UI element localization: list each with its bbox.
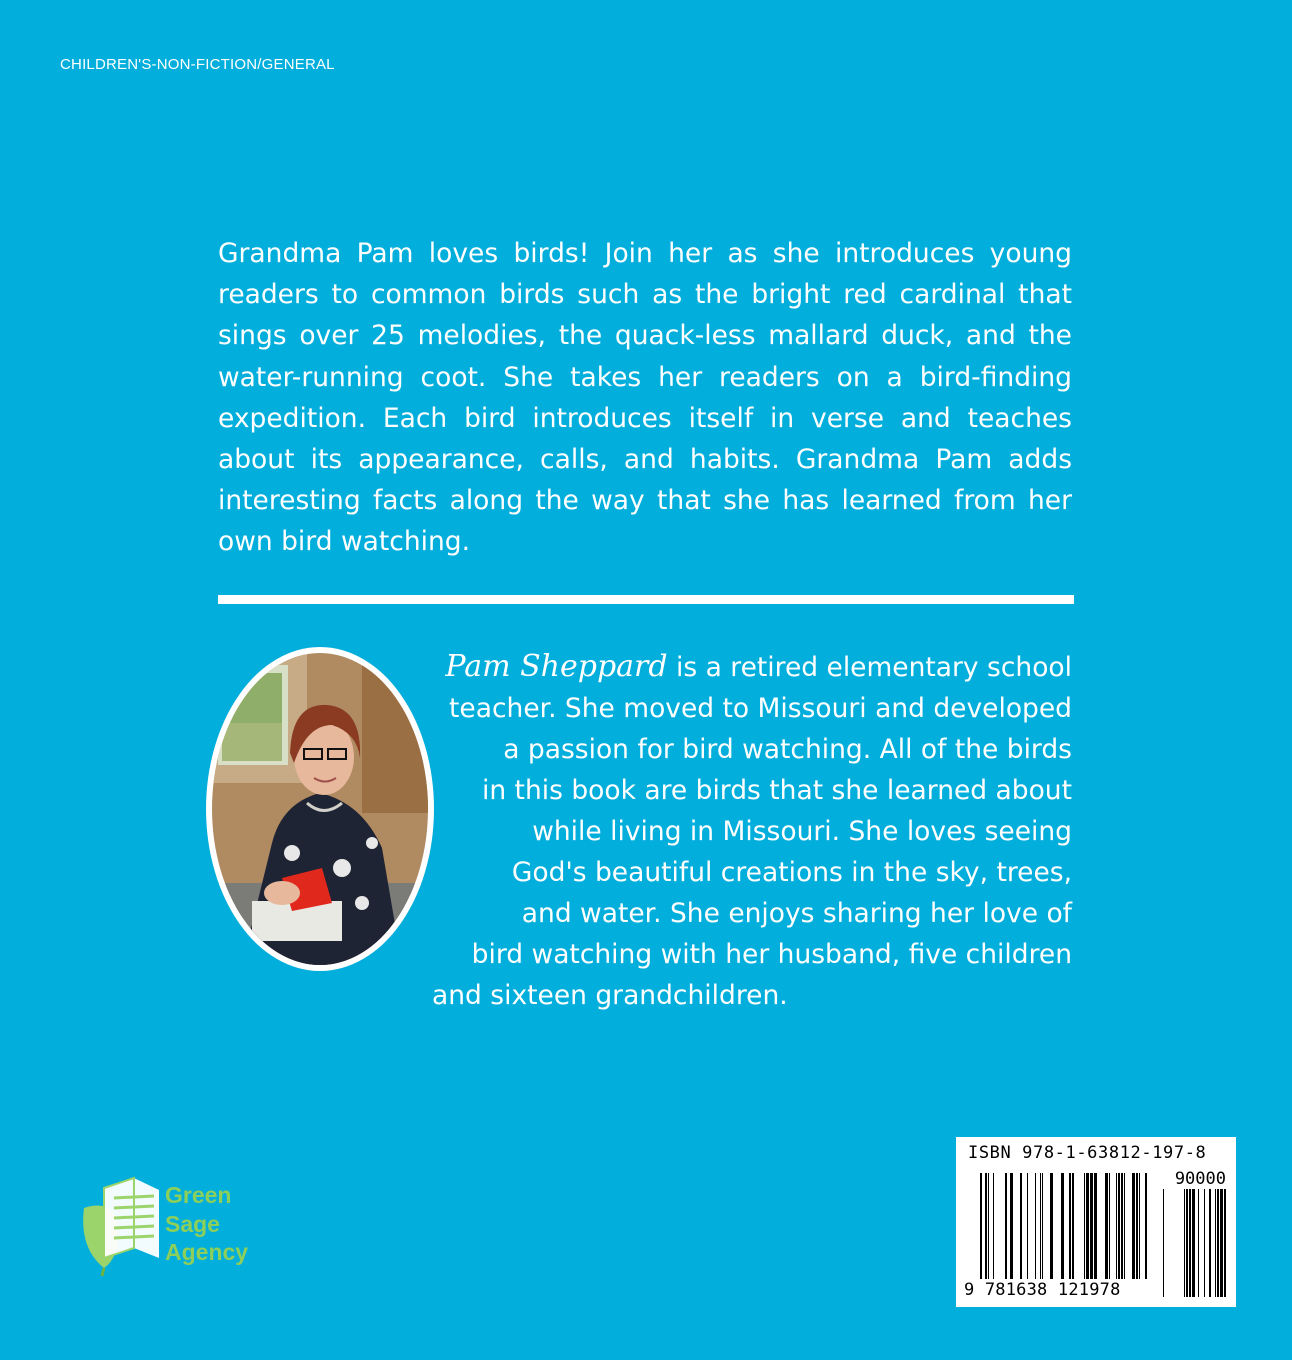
bio-line-9: and sixteen grandchildren. [432, 980, 788, 1011]
publisher-name [165, 1181, 248, 1267]
bio-line-5: while living in Missouri. She loves seeing [532, 816, 1072, 847]
bio-line-6: God's beautiful creations in the sky, trees, [511, 857, 1072, 888]
publisher-line-2: Sage [165, 1210, 220, 1237]
author-bio [432, 646, 1072, 1016]
bio-line-7: and water. She enjoys sharing her love of [521, 898, 1072, 929]
bio-line-4: in this book are birds that she learned about [481, 775, 1072, 806]
bio-line-8: bird watching with her husband, five children [471, 939, 1072, 970]
price-code: 90000 [1174, 1169, 1226, 1189]
category-label: CHILDREN'S-NON-FICTION/GENERAL [60, 56, 335, 73]
publisher-line-1: Green [165, 1182, 232, 1208]
author-photo-frame [206, 647, 434, 971]
bio-line-2: teacher. She moved to Missouri and developed [449, 693, 1072, 724]
bio-line-1: Pam Sheppard is a retired elementary school [445, 649, 1072, 684]
divider [218, 595, 1074, 604]
book-blurb: Grandma Pam loves birds! Join her as she introduces young readers to common birds such as the bright red cardinal that sings over 25 melodies, the quack-less mallard duck, and the water-running coot. She takes her readers on a bird-finding expedition. Each bird introduces itself in verse and teaches about its appearance, calls, and habits. Grandma Pam adds interesting facts along the way that she has learned from her own bird watching. [218, 238, 1072, 558]
bio-line-3: a passion for bird watching. All of the birds [503, 734, 1072, 765]
author-name: Pam Sheppard [445, 649, 668, 684]
isbn-label: ISBN 978-1-63812-197-8 [968, 1143, 1207, 1163]
publisher-line-3: Agency [165, 1239, 249, 1265]
barcode [956, 1137, 1236, 1307]
ean-number: 9 781638 121978 [964, 1280, 1121, 1300]
author-photo [212, 653, 428, 965]
